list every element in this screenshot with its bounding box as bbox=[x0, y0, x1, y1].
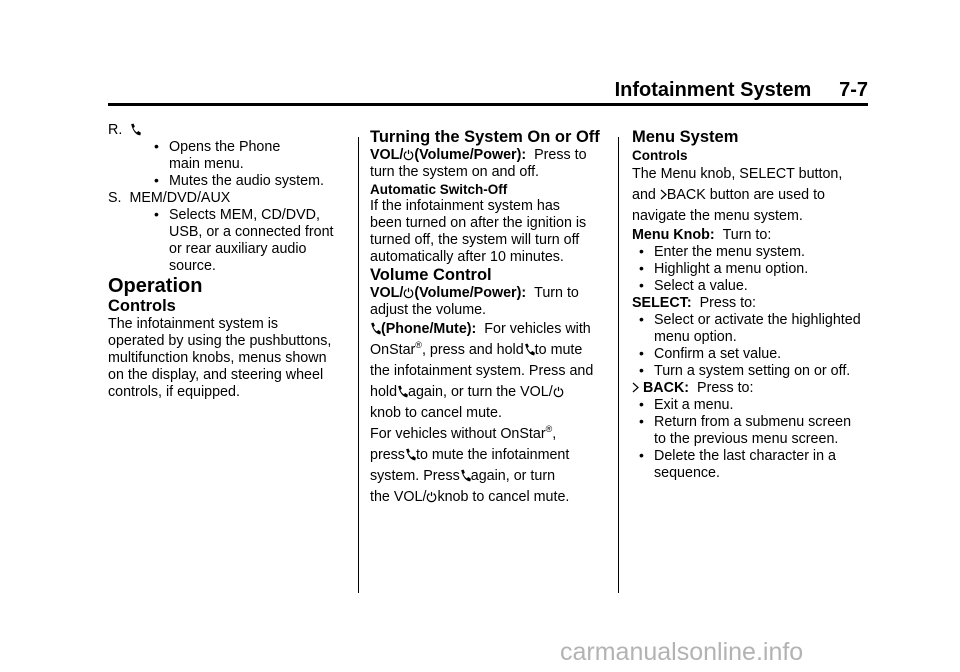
menu-knob-line: Menu Knob: Turn to: bbox=[632, 227, 772, 243]
header-rule bbox=[108, 103, 868, 106]
back-arrow-icon bbox=[632, 382, 639, 393]
back-arrow-icon bbox=[660, 189, 667, 200]
bullet-item: • Select or activate the highlighted menu option. bbox=[639, 311, 861, 345]
power-icon bbox=[403, 287, 414, 299]
phone-mute-paragraph: (Phone/Mute): For vehicles with OnStar®, press and hold to mute the infotainment system. Press and hold again, or turn the VOL/ knob to cancel mute. bbox=[370, 321, 594, 421]
phone-icon bbox=[405, 448, 416, 461]
auto-switch-off-label: Automatic Switch-Off bbox=[370, 182, 508, 197]
onoff-paragraph: VOL/ (Volume/Power): Press to turn the system on and off. bbox=[370, 147, 587, 180]
without-onstar-paragraph: For vehicles without OnStar®, press to mute the infotainment system. Press again, or turn the VOL/ knob to cancel mute. bbox=[370, 424, 570, 505]
bullet-item: • Enter the menu system. bbox=[639, 243, 805, 260]
left-column bbox=[108, 122, 348, 401]
heading-turning-on-off: Turning the System On or Off bbox=[370, 128, 600, 146]
page-header bbox=[600, 79, 868, 102]
power-icon bbox=[403, 149, 414, 161]
column-divider-2 bbox=[618, 137, 619, 593]
bullet-item: • Select a value. bbox=[639, 277, 748, 294]
bullet-item: • Mutes the audio system. bbox=[154, 172, 324, 189]
bullet-item: • Turn a system setting on or off. bbox=[639, 362, 851, 379]
bullet-item: • Return from a submenu screen to the previous menu screen. bbox=[639, 413, 852, 447]
phone-icon bbox=[460, 469, 471, 482]
header-section: Infotainment System bbox=[614, 79, 812, 101]
phone-icon bbox=[370, 322, 381, 335]
heading-volume-control: Volume Control bbox=[370, 266, 492, 284]
column-divider-1 bbox=[358, 137, 359, 593]
bullet-item: • Delete the last character in a sequence. bbox=[639, 447, 836, 481]
watermark: carmanualsonline.info bbox=[560, 638, 804, 666]
auto-switch-off-paragraph: If the infotainment system has been turned on after the ignition is turned off, the system will turn off automatically after 10 minutes. bbox=[370, 198, 587, 265]
heading-menu-system: Menu System bbox=[632, 128, 739, 146]
bullet-item: • Exit a menu. bbox=[639, 396, 734, 413]
bullet-item: • Confirm a set value. bbox=[639, 345, 782, 362]
heading-operation: Operation bbox=[108, 275, 203, 297]
menu-intro-paragraph: The Menu knob, SELECT button, and BACK button are used to navigate the menu system. bbox=[632, 166, 843, 224]
phone-icon bbox=[524, 343, 535, 356]
item-r: R. bbox=[108, 122, 348, 139]
header-page-number: 7-7 bbox=[839, 79, 868, 101]
item-s-label: S. MEM/DVD/AUX bbox=[108, 190, 231, 206]
power-icon bbox=[426, 491, 437, 503]
phone-icon bbox=[397, 385, 408, 398]
bullet-item: • Opens the Phone main menu. bbox=[154, 138, 281, 172]
heading-controls: Controls bbox=[108, 297, 176, 315]
middle-column bbox=[370, 128, 612, 508]
power-icon bbox=[553, 386, 564, 398]
controls-paragraph: The infotainment system is operated by using the pushbuttons, multifunction knobs, menus shown on the display, and steering wheel controls, if equipped. bbox=[108, 316, 332, 400]
back-line: BACK: Press to: bbox=[632, 380, 872, 397]
bullet-item: • Highlight a menu option. bbox=[639, 260, 809, 277]
bullet-item: • Selects MEM, CD/DVD, USB, or a connected front or rear auxiliary audio source. bbox=[154, 206, 334, 274]
right-column bbox=[632, 128, 872, 482]
volume-paragraph: VOL/ (Volume/Power): Turn to adjust the volume. bbox=[370, 285, 579, 318]
select-line: SELECT: Press to: bbox=[632, 295, 756, 311]
controls-label: Controls bbox=[632, 148, 688, 163]
phone-icon bbox=[130, 123, 141, 136]
